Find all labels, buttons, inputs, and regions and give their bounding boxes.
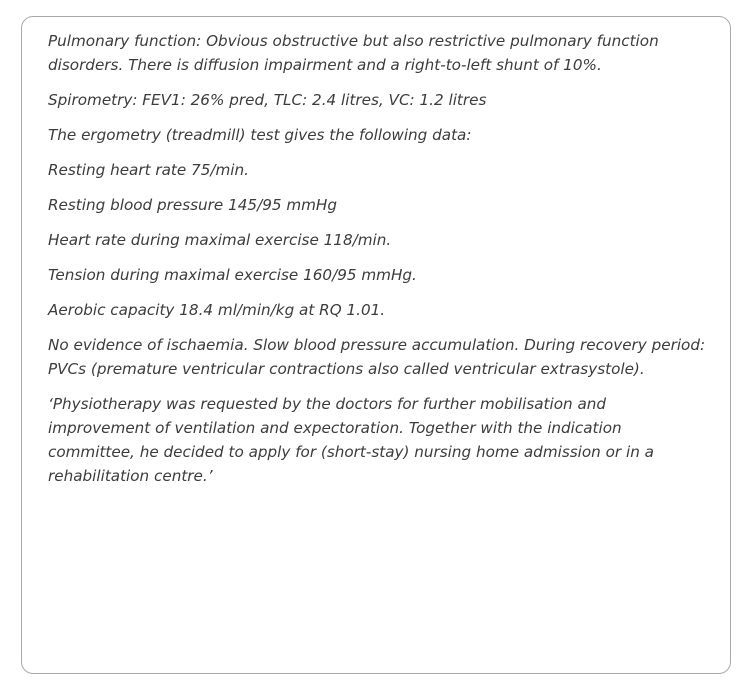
resting-blood-pressure-paragraph: Resting blood pressure 145/95 mmHg xyxy=(48,196,337,214)
max-exercise-tension-paragraph: Tension during maximal exercise 160/95 mmHg. xyxy=(48,266,417,284)
resting-heart-rate-paragraph: Resting heart rate 75/min. xyxy=(48,161,249,179)
physiotherapy-quote-paragraph: ‘Physiotherapy was requested by the doctors for further mobilisation and improvement of ventilation and expectoration. Together with the indication committee, he decided to apply for (short-stay) nursing home admission or in a rehabilitation centre.’ xyxy=(48,395,654,485)
max-exercise-heart-rate-paragraph: Heart rate during maximal exercise 118/min. xyxy=(48,231,392,249)
aerobic-capacity-paragraph: Aerobic capacity 18.4 ml/min/kg at RQ 1.01. xyxy=(48,301,386,319)
case-text-box xyxy=(21,16,731,674)
ischaemia-paragraph: No evidence of ischaemia. Slow blood pressure accumulation. During recovery period: PVCs (premature ventricular contractions also called ventricular extrasystole). xyxy=(48,336,706,378)
pulmonary-function-paragraph: Pulmonary function: Obvious obstructive but also restrictive pulmonary function disorders. There is diffusion impairment and a right-to-left shunt of 10%. xyxy=(48,32,659,74)
spirometry-paragraph: Spirometry: FEV1: 26% pred, TLC: 2.4 litres, VC: 1.2 litres xyxy=(48,91,487,109)
ergometry-intro-paragraph: The ergometry (treadmill) test gives the following data: xyxy=(48,126,472,144)
